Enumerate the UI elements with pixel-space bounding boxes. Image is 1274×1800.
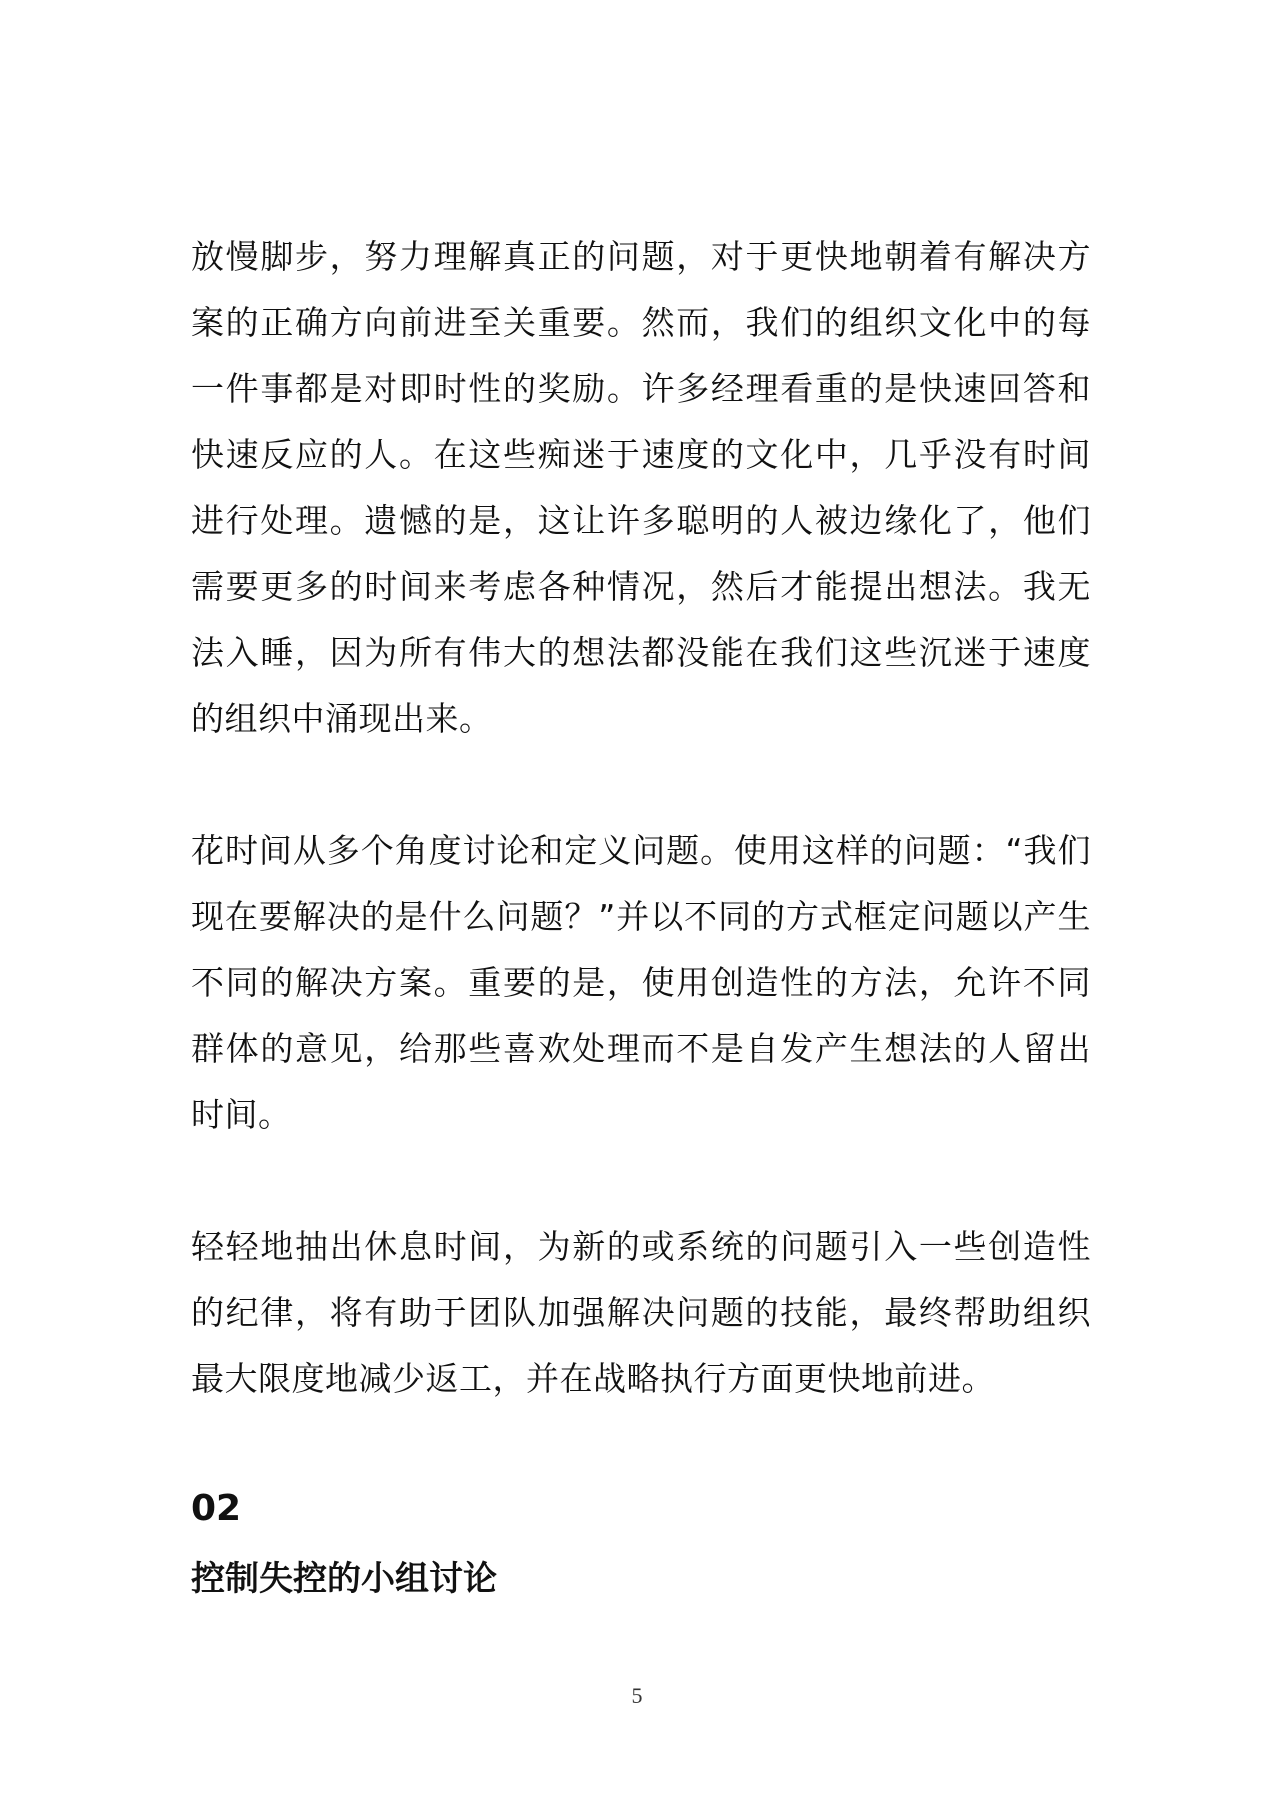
- page-content: [191, 224, 1091, 1612]
- body-paragraph-1: 放慢脚步，努力理解真正的问题，对于更快地朝着有解决方案的正确方向前进至关重要。然而，我们的组织文化中的每一件事都是对即时性的奖励。许多经理看重的是快速回答和快速反应的人。在这些痴迷于速度的文化中，几乎没有时间进行处理。遗憾的是，这让许多聪明的人被边缘化了，他们需要更多的时间来考虑各种情况，然后才能提出想法。我无法入睡，因为所有伟大的想法都没能在我们这些沉迷于速度的组织中涌现出来。: [191, 237, 1091, 738]
- body-paragraph-2: 花时间从多个角度讨论和定义问题。使用这样的问题：“我们现在要解决的是什么问题？”并以不同的方式框定问题以产生不同的解决方案。重要的是，使用创造性的方法，允许不同群体的意见，给那些喜欢处理而不是自发产生想法的人留出时间。: [191, 831, 1091, 1134]
- section-title: 控制失控的小组讨论: [191, 1559, 497, 1599]
- section-number: 02: [191, 1488, 242, 1529]
- page-number: 5: [631, 1683, 643, 1708]
- body-paragraph-3: 轻轻地抽出休息时间，为新的或系统的问题引入一些创造性的纪律，将有助于团队加强解决问题的技能，最终帮助组织最大限度地减少返工，并在战略执行方面更快地前进。: [191, 1227, 1091, 1398]
